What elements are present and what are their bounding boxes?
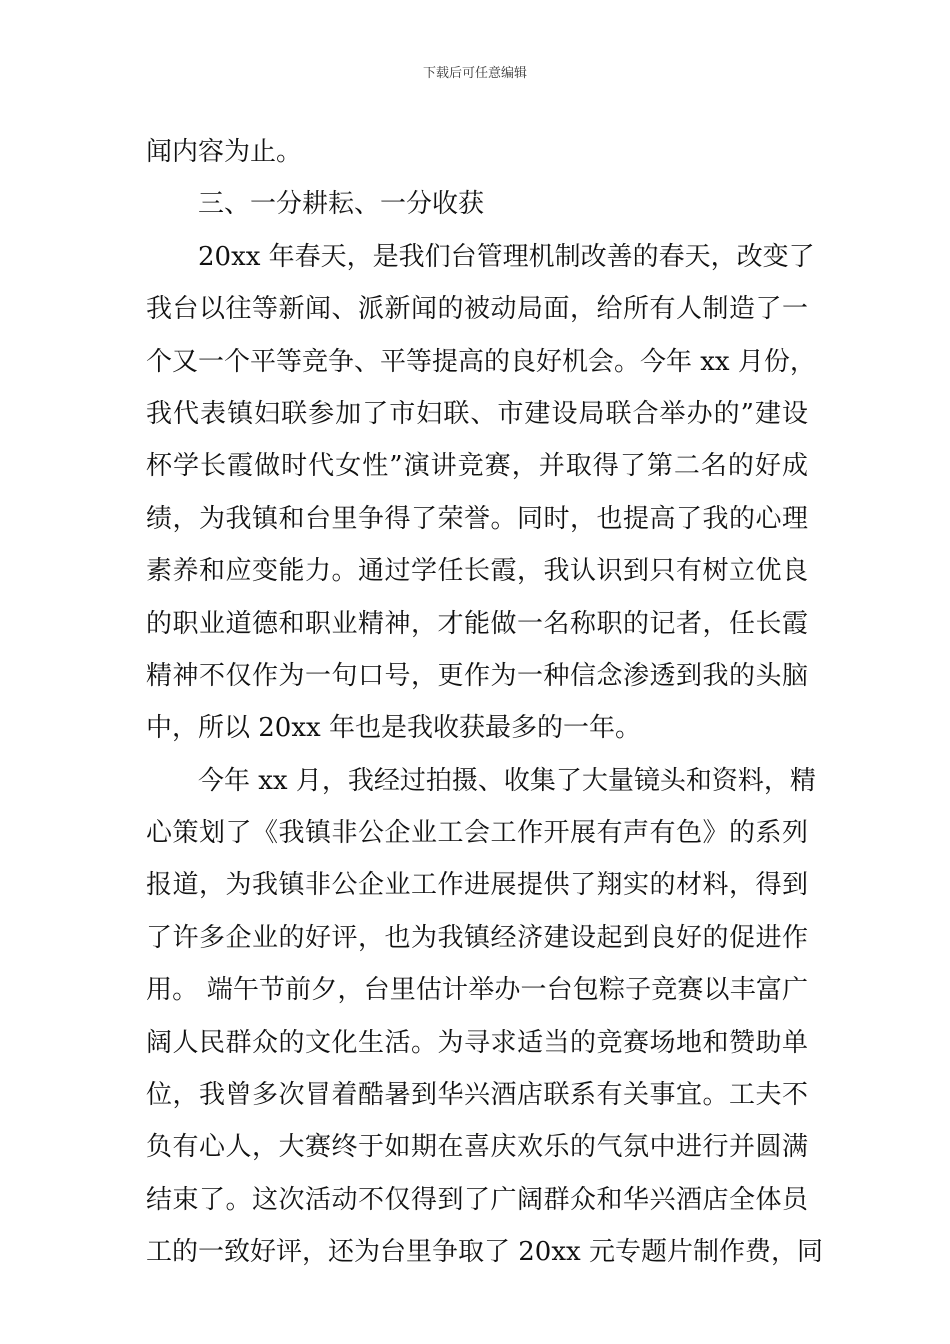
section-heading: 三、一分耕耘、一分收获	[198, 189, 485, 220]
text-line: 阔人民群众的文化生活。为寻求适当的竞赛场地和赞助单	[146, 1027, 808, 1058]
text-line: 报道，为我镇非公企业工作进展提供了翔实的材料，得到	[146, 870, 808, 901]
text-line: 负有心人，大赛终于如期在喜庆欢乐的气氛中进行并圆满	[146, 1132, 808, 1163]
text-line: 20xx 年春天，是我们台管理机制改善的春天，改变了	[198, 241, 815, 272]
text-line: 我代表镇妇联参加了市妇联、市建设局联合举办的”建设	[146, 398, 808, 429]
text-line: 闻内容为止。	[146, 137, 303, 167]
text-line: 杯学长霞做时代女性”演讲竞赛，并取得了第二名的好成	[146, 451, 808, 482]
text-line: 我台以往等新闻、派新闻的被动局面，给所有人制造了一	[146, 294, 808, 325]
text-line: 的职业道德和职业精神，才能做一名称职的记者，任长霞	[146, 608, 808, 639]
text-line: 绩，为我镇和台里争得了荣誉。同时，也提高了我的心理	[146, 503, 808, 534]
text-line: 素养和应变能力。通过学任长霞，我认识到只有树立优良	[146, 556, 808, 587]
text-line: 结束了。这次活动不仅得到了广阔群众和华兴酒店全体员	[146, 1184, 808, 1215]
text-line: 工的一致好评，还为台里争取了 20xx 元专题片制作费，同	[146, 1237, 823, 1268]
text-line: 个又一个平等竞争、平等提高的良好机会。今年 xx 月份，	[146, 346, 816, 377]
text-line: 心策划了《我镇非公企业工会工作开展有声有色》的系列	[146, 818, 808, 849]
text-line: 位，我曾多次冒着酷暑到华兴酒店联系有关事宜。工夫不	[146, 1080, 808, 1111]
text-line: 精神不仅作为一句口号，更作为一种信念渗透到我的头脑	[146, 660, 808, 691]
page-header: 下载后可任意编辑	[422, 66, 527, 81]
text-line: 了许多企业的好评，也为我镇经济建设起到良好的促进作	[146, 922, 808, 953]
text-line: 用。 端午节前夕，台里估计举办一台包粽子竞赛以丰富广	[146, 975, 808, 1006]
document-body	[146, 126, 823, 1279]
text-line: 中，所以 20xx 年也是我收获最多的一年。	[146, 713, 641, 744]
text-line: 今年 xx 月，我经过拍摄、收集了大量镜头和资料，精	[198, 765, 816, 796]
